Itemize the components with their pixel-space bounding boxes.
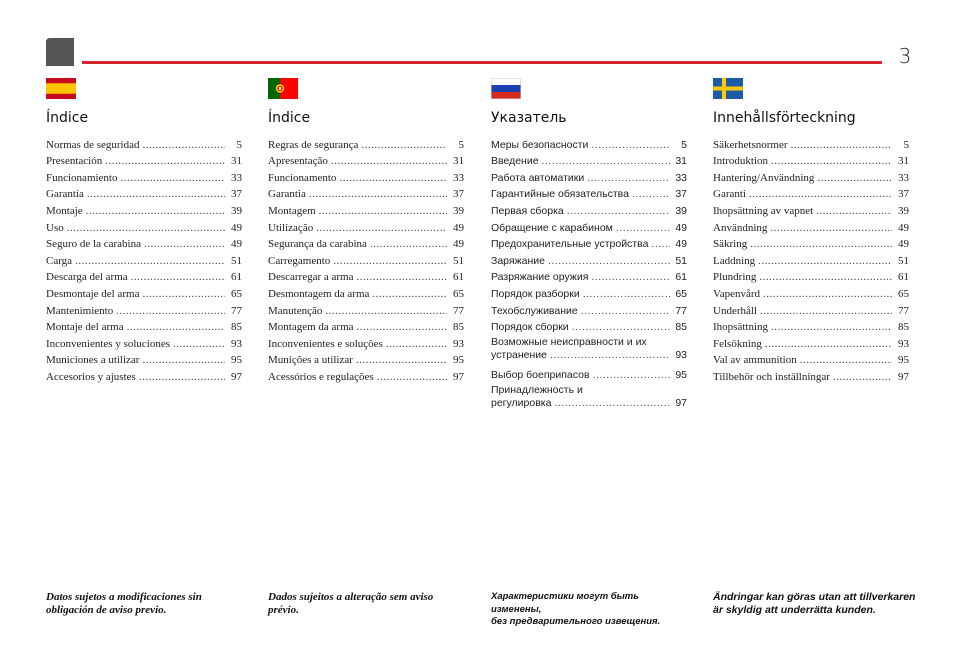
toc-page: 93 [231,337,242,350]
toc-entry[interactable] [491,301,687,318]
toc-label: Предохранительные устройства [491,238,649,251]
toc-entry[interactable] [713,168,909,185]
toc-page: 31 [231,155,242,168]
toc-label: Обращение с карабином [491,221,613,234]
toc-label-group [491,384,687,410]
toc-entry[interactable] [268,251,464,268]
toc-leader [86,205,225,218]
sweden-flag-icon [713,78,743,99]
toc-leader [591,139,670,152]
toc-page: 37 [675,188,687,201]
toc-leader [319,205,447,218]
toc-leader [121,172,226,185]
toc-label: Работа автоматики [491,171,585,184]
toc-label: Desmontagem da arma [268,287,370,300]
toc-leader [105,155,225,168]
toc-label: Разряжание оружия [491,271,589,284]
toc-entry[interactable] [713,318,909,335]
toc-page: 77 [453,304,464,317]
toc-leader [75,255,225,268]
toc-leader [833,371,892,384]
toc-leader [173,338,225,351]
toc-leader [750,238,892,251]
toc-entry[interactable] [268,367,464,384]
toc-label: Гарантийные обязательства [491,188,629,201]
toc-label: Funcionamiento [46,171,118,184]
toc-label: Montaje [46,204,83,217]
toc-entry[interactable] [46,201,242,218]
toc-label: Техобслуживание [491,304,578,317]
toc-label: Введение [491,155,539,168]
toc-label: Plundring [713,271,757,284]
footer-note-line: Характеристики могут быть изменены, [491,591,639,615]
toc-label-group [491,336,687,362]
toc-label: Возможные неисправности и их [491,336,647,349]
toc-label: Säkerhetsnormer [713,138,788,151]
toc-page: 97 [675,396,687,409]
toc-page: 49 [898,238,909,251]
toc-page: 31 [453,155,464,168]
toc-leader [554,397,670,410]
toc-entry[interactable] [491,235,687,252]
toc-entry[interactable] [491,152,687,169]
toc-label: Uso [46,221,64,234]
toc-entry[interactable] [491,135,687,152]
toc-leader [581,305,670,318]
toc-entry[interactable] [491,268,687,285]
toc-page: 77 [898,304,909,317]
footer-note-line: obligación de aviso previo. [46,603,167,616]
toc-page: 33 [675,171,687,184]
toc-entry[interactable] [268,235,464,252]
toc-label: Inconvenientes y soluciones [46,337,171,350]
footer-note-es [46,591,246,616]
toc-leader [357,271,448,284]
toc-leader [377,371,447,384]
toc-entry[interactable] [268,218,464,235]
toc-entry[interactable] [268,334,464,351]
toc-entry[interactable] [713,251,909,268]
footer-note-line: без предварительного извещения. [491,616,661,627]
toc-page: 61 [231,271,242,284]
toc-label-continued: устранение [491,349,548,362]
toc-leader [791,139,892,152]
toc-list [268,135,464,384]
toc-leader [142,354,225,367]
toc-label: Ihopsättning [713,321,768,334]
column-sv [713,78,909,384]
toc-leader [800,354,892,367]
toc-label: Segurança da carabina [268,238,367,251]
toc-page: 93 [898,337,909,350]
toc-label: Användning [713,221,768,234]
toc-page: 95 [453,354,464,367]
toc-label: Montaje del arma [46,321,124,334]
toc-leader [749,188,892,201]
toc-leader [591,271,670,284]
toc-entry[interactable] [713,152,909,169]
toc-page: 97 [231,370,242,383]
toc-page: 39 [898,204,909,217]
toc-entry[interactable] [268,185,464,202]
toc-entry[interactable] [491,365,687,382]
toc-entry[interactable] [491,218,687,235]
toc-leader [759,271,892,284]
toc-entry[interactable] [268,201,464,218]
page-number: 3 [898,44,912,68]
footer-note-ru [491,591,691,629]
toc-page: 85 [898,321,909,334]
toc-label: Hantering/Användning [713,171,815,184]
russia-flag-icon [491,78,521,99]
toc-entry[interactable] [491,185,687,202]
toc-page: 85 [231,321,242,334]
toc-leader [542,155,670,168]
toc-label: Underhåll [713,304,757,317]
toc-label: Presentación [46,155,103,168]
toc-entry[interactable] [46,301,242,318]
toc-entry[interactable] [46,218,242,235]
toc-label: Заряжание [491,254,545,267]
toc-entry[interactable] [268,284,464,301]
footer-note-pt [268,591,468,616]
toc-entry[interactable] [713,185,909,202]
toc-page: 33 [453,171,464,184]
toc-label: Выбор боеприпасов [491,368,590,381]
toc-entry[interactable] [491,201,687,218]
toc-page: 39 [453,204,464,217]
column-title: Índice [268,110,311,126]
toc-entry[interactable] [268,168,464,185]
toc-label: Montagem [268,204,316,217]
toc-entry[interactable] [46,318,242,335]
toc-leader [116,305,225,318]
toc-entry[interactable] [268,135,464,152]
toc-label: Seguro de la carabina [46,238,141,251]
toc-entry[interactable] [491,284,687,301]
toc-label: Carregamento [268,254,331,267]
toc-entry[interactable] [46,251,242,268]
toc-leader [331,155,447,168]
toc-page: 51 [453,254,464,267]
toc-label: Val av ammunition [713,354,797,367]
toc-label-continued: регулировка [491,396,552,409]
toc-label: Montagem da arma [268,321,354,334]
toc-leader [144,238,225,251]
toc-label: Normas de seguridad [46,138,140,151]
toc-leader [333,255,447,268]
toc-label: Tillbehör och inställningar [713,370,830,383]
toc-leader [771,321,892,334]
footer-note-sv [713,591,918,616]
toc-entry[interactable] [46,351,242,368]
toc-page: 65 [675,287,687,300]
toc-page: 31 [675,155,687,168]
toc-label: Принадлежность и [491,383,583,396]
toc-leader [361,139,447,152]
toc-entry[interactable] [713,367,909,384]
toc-entry[interactable] [46,152,242,169]
toc-label: Desmontaje del arma [46,287,140,300]
toc-page: 95 [898,354,909,367]
toc-page: 95 [231,354,242,367]
toc-leader [309,188,447,201]
toc-entry[interactable] [713,201,909,218]
toc-leader [386,338,447,351]
toc-list [713,135,909,384]
toc-leader [760,305,892,318]
corner-mark-icon [46,38,74,66]
toc-page: 49 [453,221,464,234]
toc-label: Munições a utilizar [268,354,353,367]
toc-page: 77 [675,304,687,317]
column-ru [491,78,687,413]
portugal-flag-icon [268,78,298,99]
toc-entry[interactable] [713,301,909,318]
toc-leader [763,288,892,301]
toc-leader [87,188,225,201]
column-title: Указатель [491,110,567,126]
toc-page: 93 [453,337,464,350]
toc-label: Descarga del arma [46,271,128,284]
toc-entry[interactable] [46,135,242,152]
column-pt [268,78,464,384]
toc-page: 49 [231,221,242,234]
toc-page: 5 [458,138,464,151]
toc-leader [356,354,447,367]
toc-leader [339,172,447,185]
toc-entry[interactable] [713,235,909,252]
toc-page: 65 [231,287,242,300]
toc-entry[interactable] [491,251,687,268]
toc-entry[interactable] [491,168,687,185]
toc-entry[interactable] [713,218,909,235]
toc-label: Порядок сборки [491,321,569,334]
toc-label: Inconvenientes e soluções [268,337,383,350]
toc-page: 49 [898,221,909,234]
toc-leader [632,188,670,201]
toc-label: Säkring [713,238,748,251]
toc-leader [765,338,892,351]
toc-label: Порядок разборки [491,287,580,300]
toc-page: 65 [898,287,909,300]
toc-leader [616,222,670,235]
toc-label: Utilização [268,221,314,234]
footer-note-line: Dados sujeitos a alteração sem aviso [268,591,434,603]
toc-leader [325,305,447,318]
toc-leader [372,288,447,301]
toc-leader [583,288,670,301]
footer-note-line: Ändringar kan göras utan att tillverkaren [713,591,916,603]
toc-entry[interactable] [268,152,464,169]
toc-page: 49 [231,238,242,251]
toc-label: Garantía [46,188,84,201]
toc-entry[interactable] [713,135,909,152]
toc-leader [316,222,447,235]
toc-page: 65 [453,287,464,300]
toc-label: Funcionamento [268,171,337,184]
toc-label: Laddning [713,254,756,267]
toc-label: Manutenção [268,304,323,317]
toc-entry[interactable] [268,301,464,318]
toc-page: 85 [453,321,464,334]
toc-leader [651,238,670,251]
toc-page: 61 [453,271,464,284]
toc-entry[interactable] [713,351,909,368]
toc-list [46,135,242,384]
toc-page: 5 [903,138,909,151]
toc-page: 61 [898,271,909,284]
toc-leader [127,321,225,334]
toc-page: 5 [236,138,242,151]
toc-page: 61 [675,271,687,284]
toc-leader [370,238,447,251]
toc-leader [817,172,892,185]
toc-label: Mantenimiento [46,304,114,317]
toc-page: 51 [675,254,687,267]
footer-note-line: prévio. [268,603,299,616]
toc-page: 49 [453,238,464,251]
toc-page: 37 [898,188,909,201]
toc-entry[interactable] [491,318,687,335]
toc-leader [587,172,670,185]
toc-entry[interactable] [268,318,464,335]
toc-leader [550,349,670,362]
toc-entry[interactable] [268,268,464,285]
toc-page: 97 [453,370,464,383]
toc-label: Меры безопасности [491,138,589,151]
toc-page: 37 [231,188,242,201]
toc-label: Vapenvård [713,287,761,300]
toc-label: Regras de segurança [268,138,359,151]
footer-note-line: är skyldig att underrätta kunden. [713,603,876,616]
toc-leader [357,321,447,334]
toc-leader [548,255,670,268]
toc-page: 93 [675,349,687,362]
toc-entry[interactable] [268,351,464,368]
toc-leader [139,371,225,384]
toc-entry[interactable] [713,284,909,301]
toc-leader [142,288,225,301]
toc-entry[interactable] [713,334,909,351]
toc-page: 49 [675,221,687,234]
toc-label: Ihopsättning av vapnet [713,204,814,217]
toc-leader [572,321,670,334]
toc-leader [758,255,892,268]
toc-leader [816,205,892,218]
toc-entry[interactable] [491,382,687,413]
toc-leader [67,222,225,235]
toc-page: 51 [898,254,909,267]
toc-entry[interactable] [713,268,909,285]
toc-page: 49 [675,238,687,251]
toc-entry[interactable] [46,268,242,285]
toc-page: 39 [231,204,242,217]
toc-entry[interactable] [46,334,242,351]
toc-page: 95 [675,368,687,381]
toc-entry[interactable] [491,334,687,365]
column-title: Índice [46,110,89,126]
toc-entry[interactable] [46,168,242,185]
toc-label: Apresentação [268,155,328,168]
toc-label: Felsökning [713,337,762,350]
toc-label: Garantia [268,188,306,201]
toc-entry[interactable] [46,235,242,252]
toc-page: 5 [681,138,687,151]
toc-label: Garanti [713,188,746,201]
column-es [46,78,242,384]
spain-flag-icon [46,78,76,99]
toc-page: 51 [231,254,242,267]
toc-leader [131,271,225,284]
toc-label: Municiones a utilizar [46,354,140,367]
header-rule [82,61,882,64]
toc-page: 33 [231,171,242,184]
footer-note-line: Datos sujetos a modificaciones sin [46,591,202,603]
toc-label: Первая сборка [491,204,564,217]
toc-label: Accesorios y ajustes [46,370,136,383]
toc-label: Introduktion [713,155,768,168]
toc-leader [567,205,670,218]
toc-label: Carga [46,254,73,267]
toc-entry[interactable] [46,367,242,384]
toc-leader [770,222,892,235]
toc-leader [142,139,225,152]
toc-label: Descarregar a arma [268,271,354,284]
column-title: Innehållsförteckning [713,110,856,126]
toc-page: 31 [898,155,909,168]
toc-entry[interactable] [46,284,242,301]
toc-page: 85 [675,321,687,334]
toc-leader [771,155,892,168]
toc-leader [593,369,670,382]
toc-page: 33 [898,171,909,184]
toc-page: 39 [675,204,687,217]
toc-label: Acessórios e regulações [268,370,374,383]
toc-page: 37 [453,188,464,201]
toc-entry[interactable] [46,185,242,202]
toc-page: 77 [231,304,242,317]
toc-page: 97 [898,370,909,383]
toc-list [491,135,687,413]
